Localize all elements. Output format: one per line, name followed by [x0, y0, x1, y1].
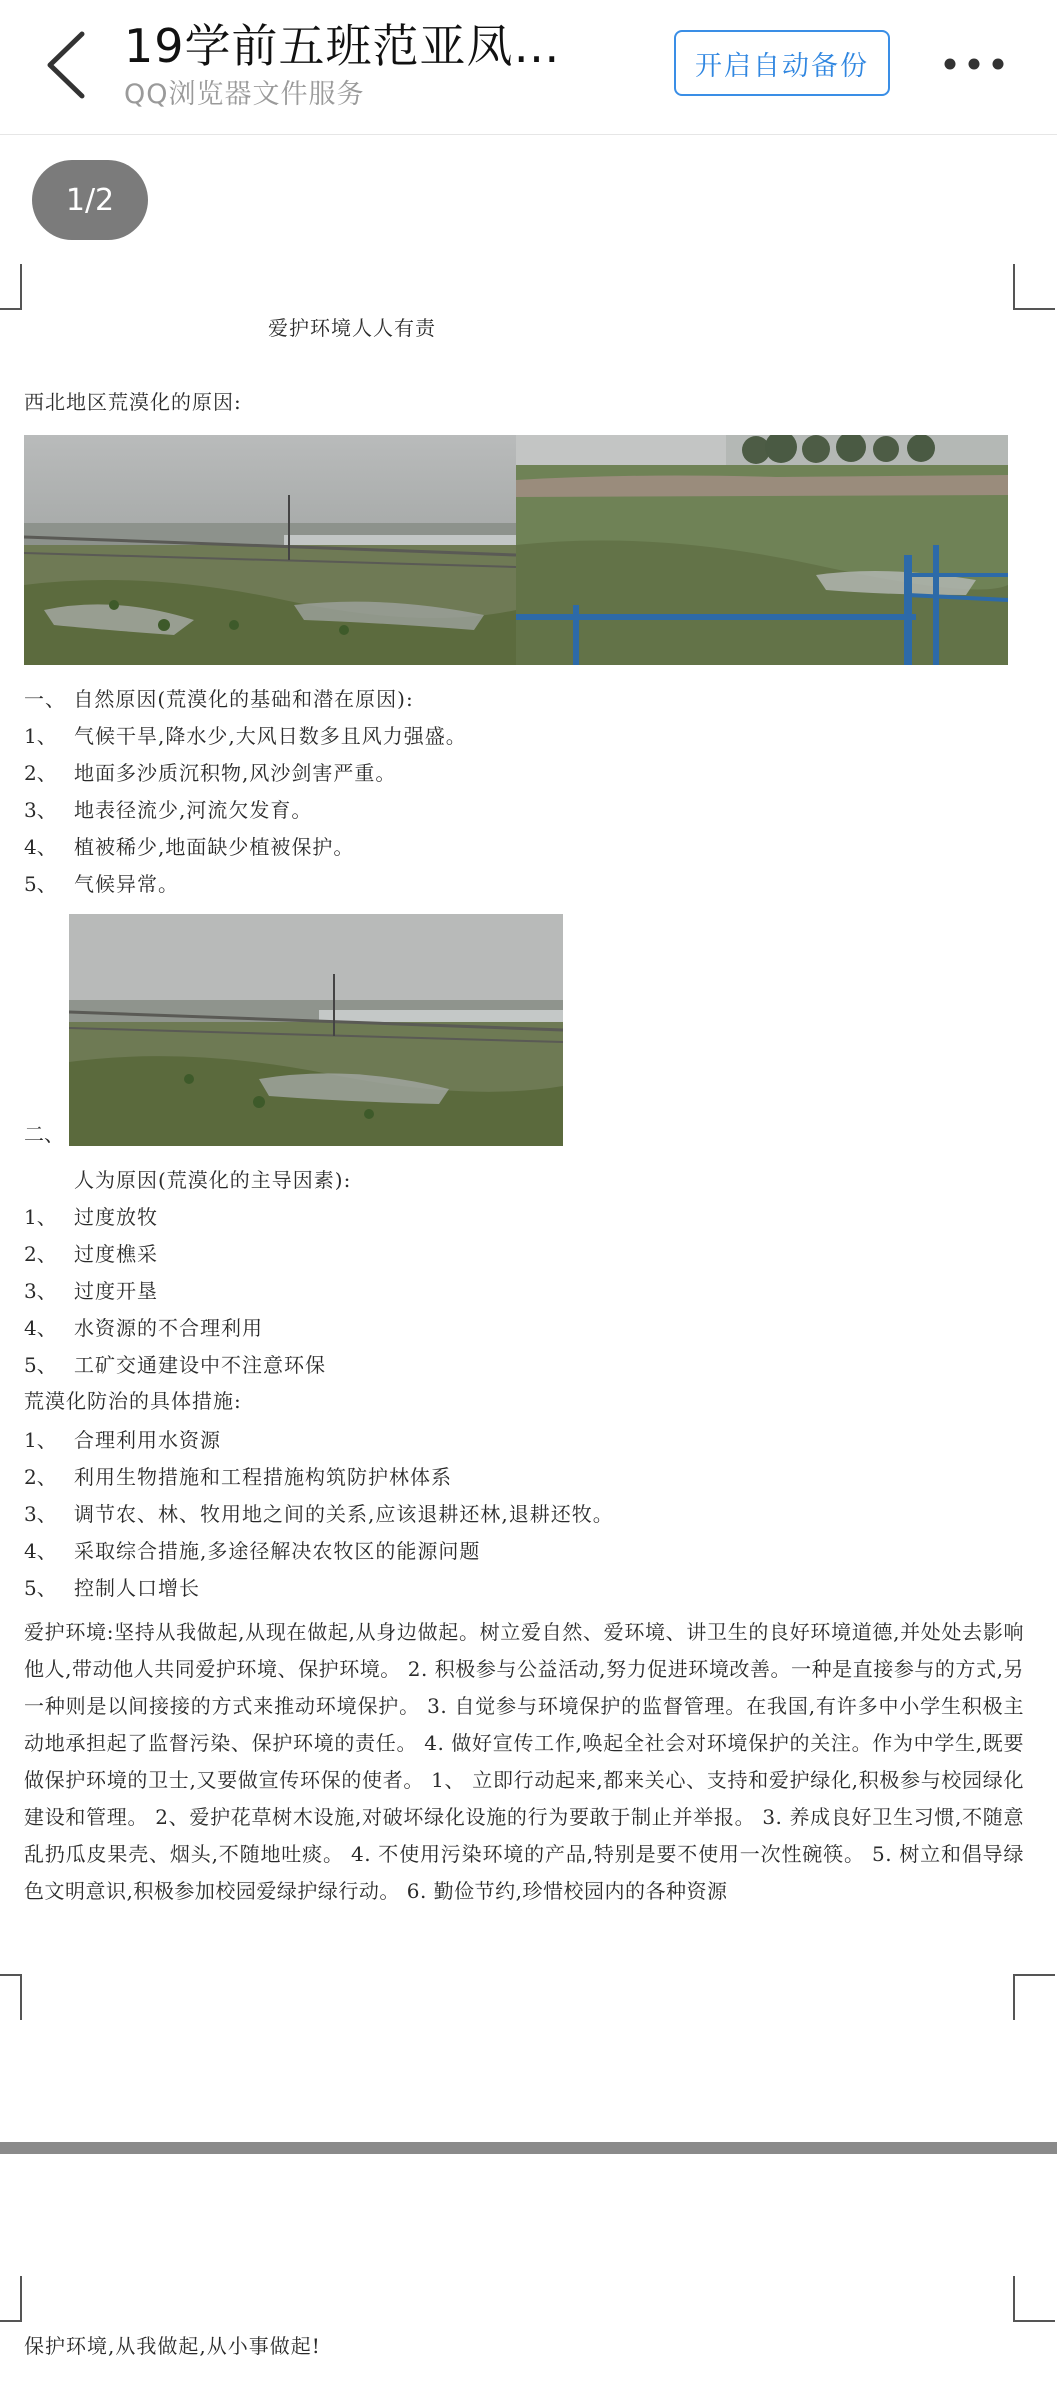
page-corner-mark [0, 2276, 22, 2322]
list-item: 合理利用水资源 [74, 1428, 221, 1452]
list-number: 3、 [24, 798, 57, 822]
list-item: 工矿交通建设中不注意环保 [74, 1353, 326, 1377]
section-heading: 西北地区荒漠化的原因: [24, 390, 242, 414]
more-horizontal-icon[interactable] [942, 52, 1006, 76]
list-item: 采取综合措施,多途径解决农牧区的能源问题 [74, 1539, 481, 1563]
document-title: 爱护环境人人有责 [268, 316, 436, 340]
list-number: 2、 [24, 1465, 57, 1489]
auto-backup-button[interactable]: 开启自动备份 [674, 30, 890, 96]
top-bar [0, 0, 1057, 135]
desert-photo-2 [516, 435, 1008, 665]
page-separator [0, 2142, 1057, 2154]
natural-causes-heading: 一、 自然原因(荒漠化的基础和潜在原因): [24, 687, 414, 711]
page2-text: 保护环境,从我做起,从小事做起! [24, 2334, 321, 2358]
human-causes-heading: 人为原因(荒漠化的主导因素): [74, 1168, 352, 1192]
list-number: 4、 [24, 835, 57, 859]
list-item: 气候干旱,降水少,大风日数多且风力强盛。 [74, 724, 467, 748]
list-number: 5、 [24, 872, 57, 896]
page-corner-mark [0, 1974, 22, 2020]
list-number: 1、 [24, 724, 57, 748]
list-item: 气候异常。 [74, 872, 179, 896]
body-paragraph: 爱护环境:坚持从我做起,从现在做起,从身边做起。树立爱自然、爱环境、讲卫生的良好环境道德,并处处去影响他人,带动他人共同爱护环境、保护环境。 2. 积极参与公益活动,努力促进环境改善。一种是直接参与的方式,另一种则是以间接接的方式来推动环境保护。 3. 自觉参与环境保护的监督管理。在我国,有许多中小学生积极主动地承担起了监督污染、保护环境的责任。 4. 做好宣传工作,唤起全社会对环境保护的关注。作为中学生,既要做保护环境的卫士,又要做宣传环保的使者。 1、 立即行动起来,都来关心、支持和爱护绿化,积极参与校园绿化建设和管理。 2、爱护花草树木设施,对破坏绿化设施的行为要敢于制止并举报。 3. 养成良好卫生习惯,不随意乱扔瓜皮果壳、烟头,不随地吐痰。 4. 不使用污染环境的产品,特别是要不使用一次性碗筷。 5. 树立和倡导绿色文明意识,积极参加校园爱绿护绿行动。 6. 勤俭节约,珍惜校园内的各种资源 [24, 1620, 1024, 1903]
page-corner-mark [1013, 2276, 1055, 2322]
list-item: 利用生物措施和工程措施构筑防护林体系 [74, 1465, 452, 1489]
chevron-left-icon[interactable] [44, 30, 88, 100]
list-item: 过度开垦 [74, 1279, 158, 1303]
file-source-subtitle: QQ浏览器文件服务 [124, 79, 365, 110]
list-number: 3、 [24, 1502, 57, 1526]
list-item: 过度放牧 [74, 1205, 158, 1229]
list-number: 1、 [24, 1428, 57, 1452]
list-number: 1、 [24, 1205, 57, 1229]
document-page-area[interactable] [0, 136, 1057, 2388]
page-corner-mark [1013, 264, 1055, 310]
list-number: 5、 [24, 1576, 57, 1600]
list-item: 调节农、林、牧用地之间的关系,应该退耕还林,退耕还牧。 [74, 1502, 614, 1526]
list-item: 地面多沙质沉积物,风沙剑害严重。 [74, 761, 397, 785]
desert-photo-1 [24, 435, 516, 665]
list-number: 3、 [24, 1279, 57, 1303]
list-number: 5、 [24, 1353, 57, 1377]
page-corner-mark [1013, 1974, 1055, 2020]
list-number: 4、 [24, 1539, 57, 1563]
measures-heading: 荒漠化防治的具体措施: [24, 1389, 242, 1413]
list-number: 4、 [24, 1316, 57, 1340]
list-number: 2、 [24, 1242, 57, 1266]
list-number: 2、 [24, 761, 57, 785]
section-number: 二、 [24, 1122, 64, 1146]
list-item: 控制人口增长 [74, 1576, 200, 1600]
page-corner-mark [0, 264, 22, 310]
page-indicator: 1/2 [32, 160, 148, 240]
list-item: 过度樵采 [74, 1242, 158, 1266]
list-item: 地表径流少,河流欠发育。 [74, 798, 313, 822]
list-item: 植被稀少,地面缺少植被保护。 [74, 835, 355, 859]
list-item: 水资源的不合理利用 [74, 1316, 263, 1340]
file-title: 19学前五班范亚凤… [124, 19, 561, 73]
desert-photo-3 [69, 914, 563, 1146]
